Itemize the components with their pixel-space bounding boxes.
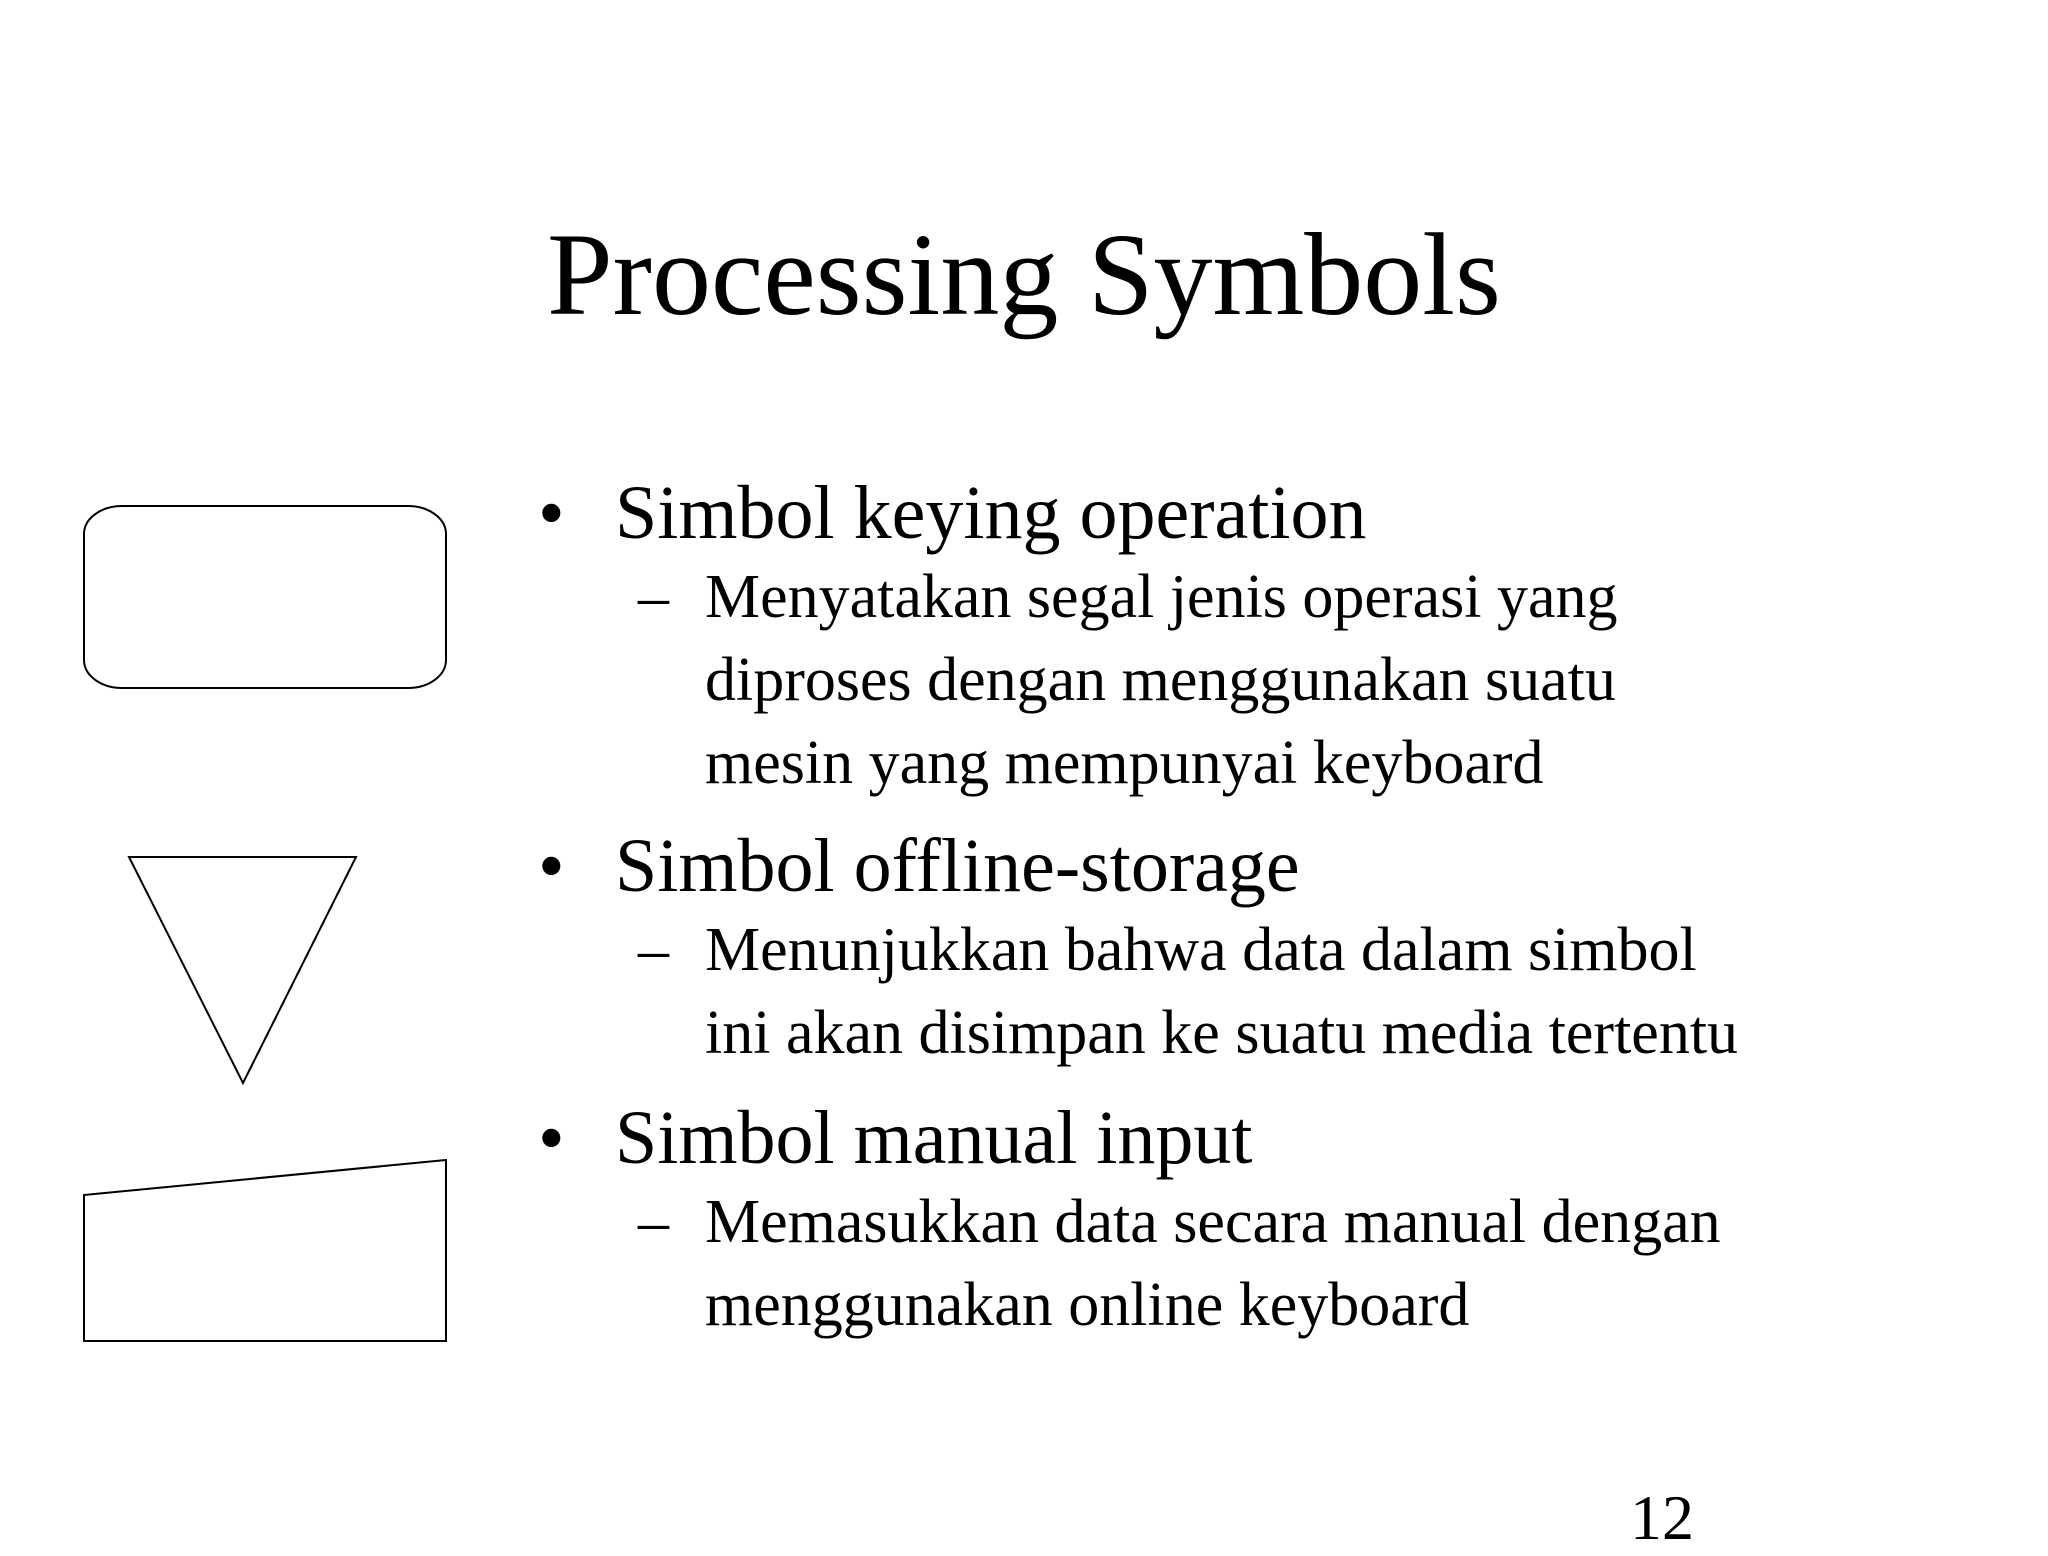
bullet-heading: Simbol offline-storage xyxy=(615,824,1300,908)
sub-item-offline-storage xyxy=(520,909,2000,1075)
description-line: Menunjukkan bahwa data dalam simbol xyxy=(705,916,1697,984)
description-line: Menyatakan segal jenis operasi yang xyxy=(705,563,1618,631)
bullet-keying-operation xyxy=(520,470,2000,556)
sub-item-keying-operation xyxy=(520,556,2000,805)
bullet-manual-input xyxy=(520,1095,2000,1181)
bullet-marker: • xyxy=(538,1096,565,1180)
bullet-offline-storage xyxy=(520,823,2000,909)
description-line: diproses dengan menggunakan suatu xyxy=(705,646,1616,714)
description-line: ini akan disimpan ke suatu media tertentu xyxy=(705,999,1739,1067)
slide-title: Processing Symbols xyxy=(547,209,1501,340)
rounded-rectangle-icon xyxy=(84,506,446,688)
description-line: mesin yang mempunyai keyboard xyxy=(705,729,1544,797)
inverted-triangle-icon xyxy=(129,857,356,1083)
bullet-marker: • xyxy=(538,471,565,555)
slanted-top-quadrilateral-icon xyxy=(84,1160,446,1341)
dash-marker: – xyxy=(638,916,669,984)
page-number: 12 xyxy=(1630,1482,1694,1553)
description-line: Memasukkan data secara manual dengan xyxy=(705,1188,1721,1256)
dash-marker: – xyxy=(638,1188,669,1256)
bullet-marker: • xyxy=(538,824,565,908)
description-line: menggunakan online keyboard xyxy=(705,1271,1470,1339)
bullet-heading: Simbol keying operation xyxy=(615,471,1367,555)
bullet-heading: Simbol manual input xyxy=(615,1096,1253,1180)
bullet-list xyxy=(520,470,2000,1347)
flowchart-symbols xyxy=(0,0,460,1536)
sub-item-manual-input xyxy=(520,1181,2000,1347)
dash-marker: – xyxy=(638,563,669,631)
